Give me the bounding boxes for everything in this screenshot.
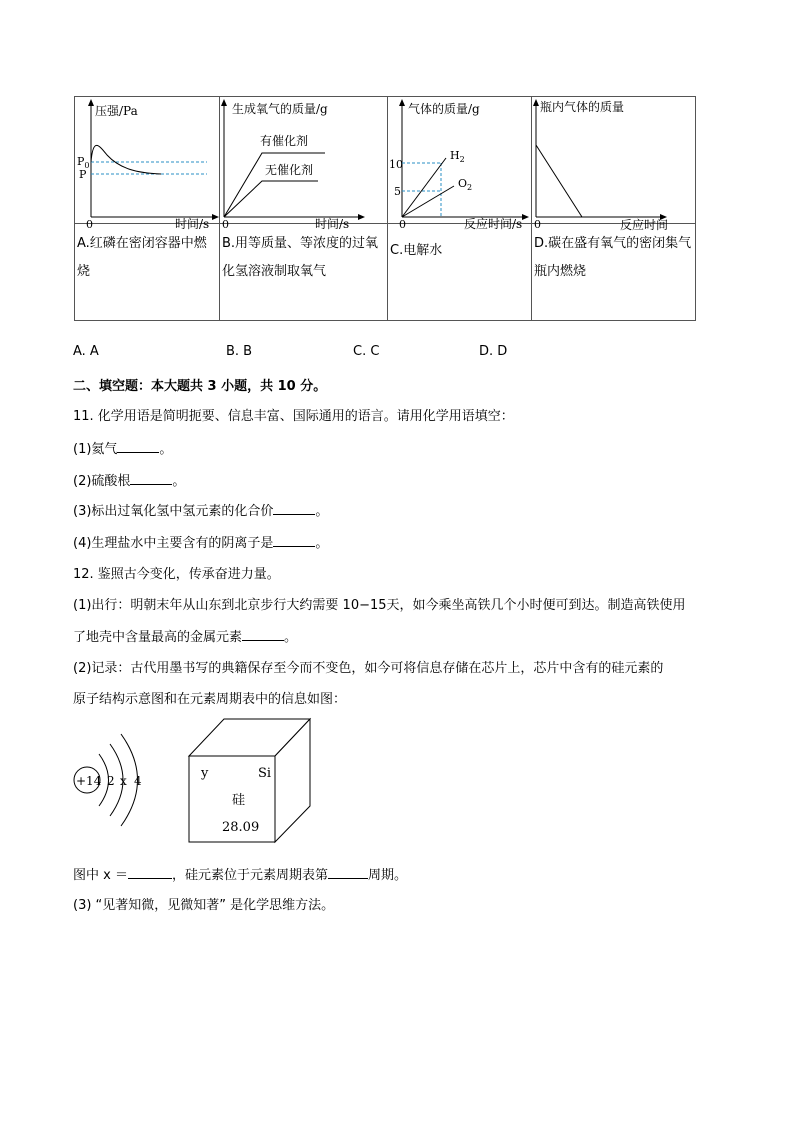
q11-part4: (4)生理盐水中主要含有的阴离子是 。 [73,536,329,551]
graph-a-origin: 0 [86,218,93,231]
section-heading: 二、填空题：本大题共 3 小题，共 10 分。 [73,379,327,394]
choice-b: B. B [226,344,253,359]
graph-a-curve [91,145,161,174]
atom-nucleus-charge: +14 [76,774,102,788]
q12-stem: 12. 鉴照古今变化，传承奋进力量。 [73,567,280,582]
blank[interactable] [273,534,315,547]
graph-c-h2-label: $H_2$ [450,149,465,164]
graph-c-tick-5: 5 [394,185,401,198]
graph-b-line2-label: 无催化剂 [265,163,314,177]
graph-d-cell [532,97,696,232]
graph-d-carbon [532,97,696,232]
graph-c-origin: 0 [399,218,406,231]
graph-b-cell [220,97,388,231]
graph-c-cell [388,97,532,231]
blank-x[interactable] [128,866,172,879]
graph-c-electrolysis [388,97,532,231]
q12-part1-line2: 了地壳中含量最高的金属元素 。 [73,630,298,645]
caption-d: D.碳在盛有氧气的密闭集气瓶内燃烧 [532,224,696,321]
element-mass: 28.09 [222,820,260,835]
periodic-table-cube [188,718,312,844]
element-atomic-number: y [201,766,209,781]
choice-c: C. C [353,344,380,359]
q11-part3: (3)标出过氧化氢中氢元素的化合价 。 [73,504,329,519]
graph-c-o2-label: $O_2$ [458,177,473,192]
graph-c-xlabel: 反应时间/s [464,217,523,231]
q11-part1: (1)氦气 。 [73,442,173,457]
blank[interactable] [130,472,172,485]
graph-a-p-label: P [79,168,87,181]
q12-fill-line: 图中 x ＝ ，硅元素位于元素周期表第 周期。 [73,868,407,883]
q12-part2-line1: (2)记录：古代用墨书写的典籍保存至今而不变色，如今可将信息存储在芯片上，芯片中含有的硅元素的 [73,661,664,676]
blank[interactable] [273,502,315,515]
graph-b-line1-label: 有催化剂 [260,134,309,148]
graph-d-origin: 0 [534,218,541,231]
graph-a-p0-label: $P_0$ [77,155,90,170]
blank[interactable] [117,440,159,453]
choice-a: A. A [73,344,99,359]
graph-a-xlabel: 时间/s [175,217,210,231]
graph-b-origin: 0 [222,218,229,231]
graph-c-h2-line [402,158,446,217]
blank[interactable] [242,628,284,641]
q12-part1-line1: (1)出行：明朝末年从山东到北京步行大约需要 10−15天，如今乘坐高铁几个小时便可到达。制造高铁使用 [73,598,686,613]
q12-part3: (3) “见著知微，见微知著” 是化学思维方法。 [73,898,335,913]
graph-d-ylabel: 瓶内气体的质量 [540,100,625,114]
atom-shell-1: 2 [107,774,115,788]
graph-a-cell [75,97,220,231]
q11-part2: (2)硫酸根 。 [73,474,186,489]
graph-d-xlabel: 反应时间 [620,218,669,232]
blank-period[interactable] [328,866,368,879]
q12-part2-line2: 原子结构示意图和在元素周期表中的信息如图： [73,692,347,707]
caption-a: A.红磷在密闭容器中燃烧 [75,224,220,321]
silicon-atom-structure-diagram [66,728,156,828]
element-name: 硅 [232,793,246,808]
choice-d: D. D [479,344,508,359]
graph-b-oxygen [220,97,388,231]
element-symbol: Si [258,766,272,781]
caption-b: B.用等质量、等浓度的过氧化氢溶液制取氧气 [220,224,388,321]
atom-shell-2: x [120,774,127,788]
graph-b-no-catalyst-line [224,181,318,217]
graph-a-ylabel: 压强/Pa [95,104,138,118]
q11-stem: 11. 化学用语是简明扼要、信息丰富、国际通用的语言。请用化学用语填空： [73,409,514,424]
option-graph-table [74,96,696,321]
graph-d-line [536,145,582,217]
graph-a-pressure [75,97,220,231]
graph-b-ylabel: 生成氧气的质量/g [232,102,328,116]
graph-b-xlabel: 时间/s [315,217,350,231]
caption-c: C.电解水 [388,224,532,321]
graph-c-ylabel: 气体的质量/g [408,102,480,116]
atom-shell-3: 4 [134,774,142,788]
graph-c-tick-10: 10 [389,158,403,171]
